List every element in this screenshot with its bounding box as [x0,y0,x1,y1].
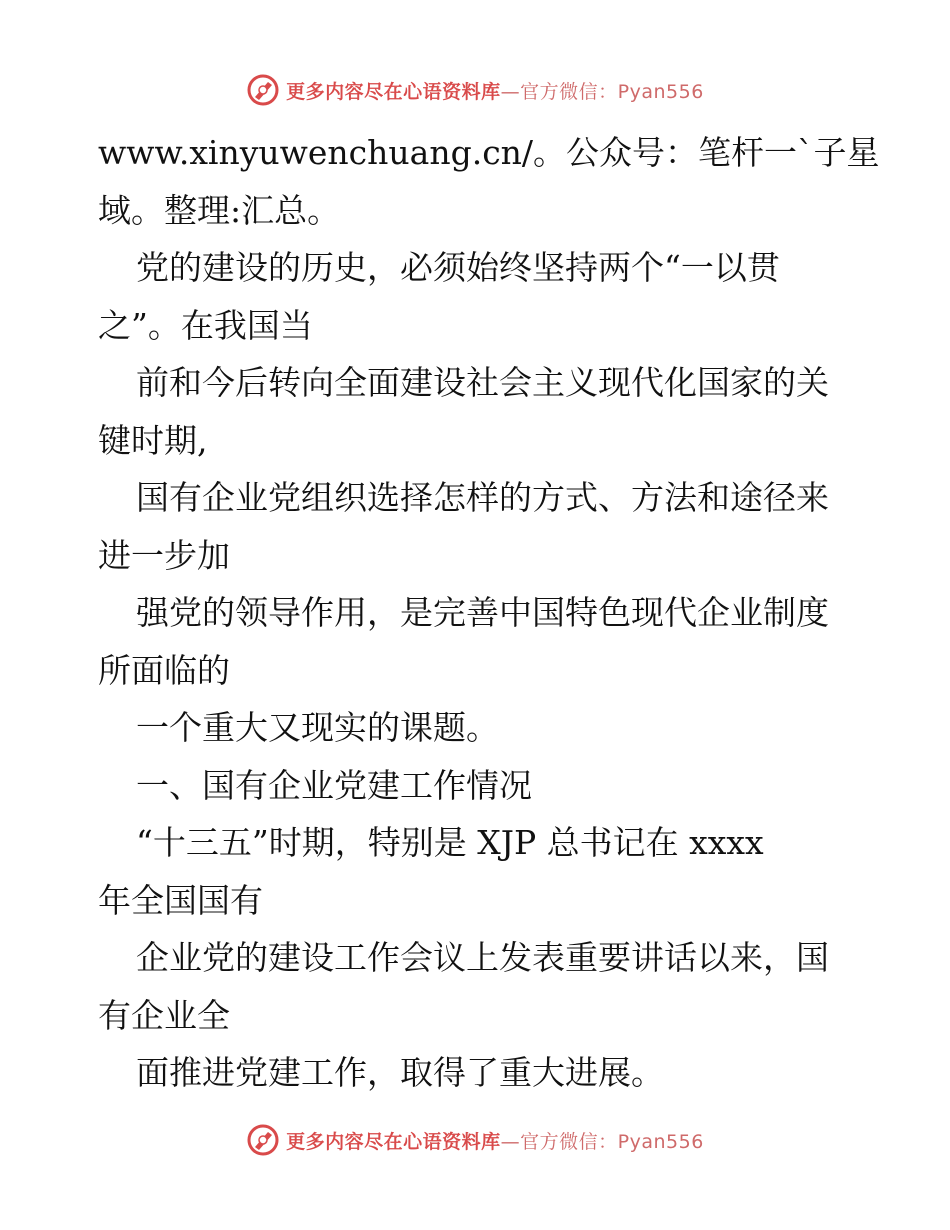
text-line: 面推进党建工作，取得了重大进展。 [136,1053,664,1092]
text-line: 域。整理:汇总。 [98,190,341,230]
section-heading: 一、国有企业党建工作情况 [136,765,532,805]
header-banner [0,72,950,108]
text-line: 国有企业党组织选择怎样的方式、方法和途径来 [136,478,829,517]
banner-dash: — [500,1130,521,1153]
text-line: “十三五”时期，特别是 XJP 总书记在 xxxx [136,823,764,862]
text-line: 一个重大又现实的课题。 [136,708,499,747]
banner-main-text: 更多内容尽在心语资料库 [286,1130,501,1153]
text-line: 强党的领导作用，是完善中国特色现代企业制度 [136,593,829,632]
logo-icon [246,73,280,107]
text-line: 之”。在我国当 [98,305,313,345]
text-line: 前和今后转向全面建设社会主义现代化国家的关 [136,363,829,402]
banner-main-text: 更多内容尽在心语资料库 [286,80,501,103]
document-body [98,124,880,1102]
text-line: 所面临的 [98,650,230,690]
text-line: 年全国国有 [98,880,263,920]
text-line: 企业党的建设工作会议上发表重要讲话以来，国 [136,938,829,977]
text-line: 党的建设的历史，必须始终坚持两个“一以贯 [136,248,780,287]
banner-contact-text: 官方微信：Pyan556 [520,1130,704,1153]
banner-contact-text: 官方微信：Pyan556 [520,80,704,103]
logo-icon [246,1123,280,1157]
text-line: www.xinyuwenchuang.cn/。公众号：笔杆一`子星 [98,133,880,172]
banner-text [286,1127,704,1154]
text-line: 有企业全 [98,995,230,1035]
text-line: 进一步加 [98,535,230,575]
banner-text [286,77,704,104]
text-line: 键时期, [98,420,208,460]
banner-dash: — [500,80,521,103]
footer-banner [0,1122,950,1158]
